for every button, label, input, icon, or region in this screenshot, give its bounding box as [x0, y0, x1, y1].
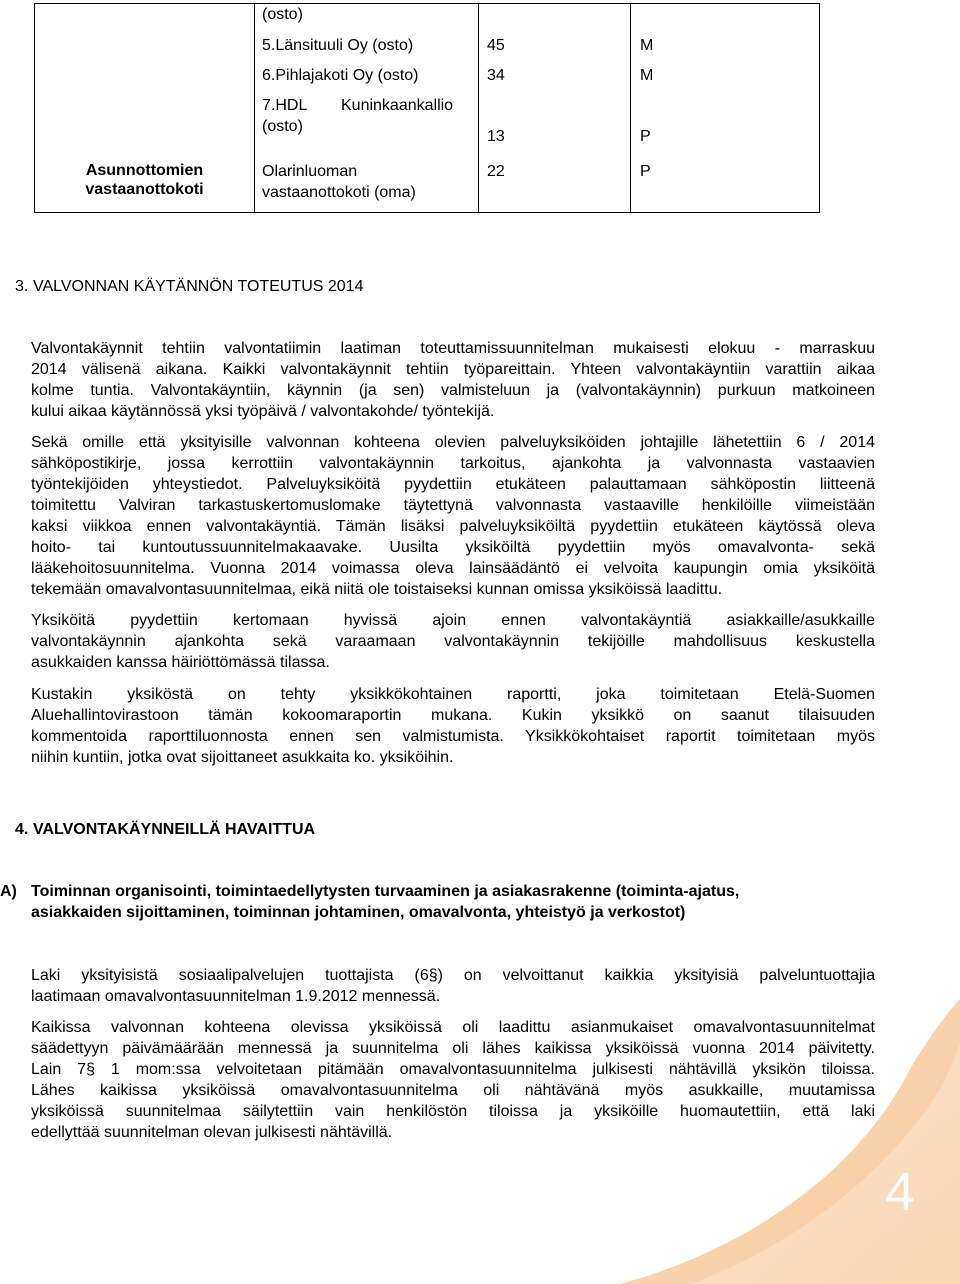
table-cell-name: vastaanottokoti (oma): [262, 184, 416, 201]
text-line: valvontakäynnin ajankohta sekä varaamaan valvontakäynnin tekijöille mahdollisuus keskustella: [31, 633, 875, 650]
text-line: Lähes kaikissa yksiköissä omavalvontasuunnitelma oli nähtävänä myös asukkaille, muutamissa: [31, 1082, 875, 1099]
table-divider-1: [254, 3, 255, 213]
text-line: Laki yksityisistä sosiaalipalvelujen tuottajista (6§) on velvoittanut kaikkia yksityisiä palveluntuottajia: [31, 967, 875, 984]
text-line: Kustakin yksiköstä on tehty yksikkökohtainen raportti, joka toimitetaan Etelä-Suomen: [31, 686, 875, 703]
table-divider-3: [630, 3, 631, 213]
table-cell-type: P: [640, 163, 651, 180]
paragraph-reports: [31, 684, 875, 768]
page-number: 4: [884, 1162, 916, 1222]
text-line: toimitettu Valviran tarkastuskertomuslomake täytettynä valvonnasta vastaaville henkilöille viimeistään: [31, 497, 875, 514]
text-line: sähköpostikirje, jossa kerrottiin valvontakäynnin tarkoitus, ajankohta ja valvonnasta vastaavien: [31, 455, 875, 472]
text-line: lääkehoitosuunnitelma. Vuonna 2014 voimassa oleva lainsäädäntö ei velvoita kaupungin omia yksiköitä: [31, 560, 875, 577]
text-line: säädettyyn päivämäärään mennessä ja suunnitelma oli lähes kaikissa yksiköissä vuonna 2014 päivitetty.: [31, 1040, 875, 1057]
table-cell-count: 45: [487, 37, 505, 54]
table-cell-name: 5.Länsituuli Oy (osto): [262, 37, 414, 54]
section-title: VALVONTAKÄYNNEILLÄ HAVAITTUA: [33, 821, 316, 838]
section-4-heading: [15, 819, 315, 840]
text-line: Kaikissa valvonnan kohteena olevissa yksiköissä oli laadittu asianmukaiset omavalvontasuunnitelmat: [31, 1019, 875, 1036]
table-cell-count: 13: [487, 128, 505, 145]
text-line: työntekijöiden yhteystiedot. Palveluyksiköitä pyydettiin etukäteen palauttamaan sähköpostin liitteenä: [31, 476, 875, 493]
section-number: 4.: [15, 821, 29, 838]
table-category-cell: [35, 161, 254, 199]
table-cell-name: 7.HDL: [262, 97, 308, 114]
section-title: VALVONNAN KÄYTÄNNÖN TOTEUTUS 2014: [33, 278, 364, 295]
paragraph-notification: [31, 610, 875, 673]
text-line: kaksi viikkoa ennen valvontakäyntiä. Tämän lisäksi palveluyksiköiltä pyydettiin etukäteen käytössä oleva: [31, 518, 875, 535]
table-cell-name: Olarinluoman: [262, 163, 358, 180]
text-line: Lain 7§ 1 mom:ssa velvoitetaan pitämään omavalvontasuunnitelma julkisesti nähtävillä yksikön tiloissa.: [31, 1061, 875, 1078]
text-line: hoito- tai kuntoutussuunnitelmakaavake. Uusilta yksiköiltä pyydettiin myös omavalvonta- sekä: [31, 539, 875, 556]
text-line: yksiköissä suunnitelmaa säilytettiin vain henkilöstön tiloissa ja yksiköille huomautettiin, että laki: [31, 1103, 875, 1120]
table-cell-count: 22: [487, 163, 505, 180]
table-border-right: [819, 3, 820, 213]
table-cell-name: (osto): [262, 118, 303, 135]
table-cell-name: (osto): [262, 6, 303, 23]
table-cell-type: P: [640, 128, 651, 145]
text-line: Valvontakäynnit tehtiin valvontatiimin laatiman toteuttamissuunnitelman mukaisesti elokuu - marraskuu: [31, 340, 875, 357]
text-line: laatimaan omavalvontasuunnitelman 1.9.2012 mennessä.: [31, 988, 441, 1005]
table-cell-type: M: [640, 67, 654, 84]
table-cell-name: Kuninkaankallio: [341, 97, 454, 114]
section-number: 3.: [15, 278, 29, 295]
units-table: [0, 0, 960, 215]
paragraph-schedule: [31, 338, 875, 422]
paragraph-preparation: [31, 432, 875, 600]
subsection-title-line: asiakkaiden sijoittaminen, toiminnan johtaminen, omavalvonta, yhteistyö ja verkostot): [31, 904, 686, 921]
table-cell-count: 34: [487, 67, 505, 84]
text-line: tekemään omavalvontasuunnitelmaa, eikä niitä ole toistaiseksi kunnan omissa yksiköissä laadittu.: [31, 581, 723, 598]
table-divider-2: [478, 3, 479, 213]
table-border-top: [34, 3, 820, 4]
table-border-bottom: [34, 212, 820, 213]
table-cell-type: M: [640, 37, 654, 54]
subsection-a-heading: [0, 881, 739, 923]
text-line: kului aikaa käytännössä yksi työpäivä / valvontakohde/ työntekijä.: [31, 403, 495, 420]
text-line: Yksiköitä pyydettiin kertomaan hyvissä ajoin ennen valvontakäyntiä asiakkaille/asukkaille: [31, 612, 875, 629]
corner-shape: [620, 999, 960, 1284]
subsection-title-line: Toiminnan organisointi, toimintaedellytysten turvaaminen ja asiakasrakenne (toiminta-ajatus,: [31, 883, 740, 900]
text-line: asukkaiden kanssa häiriöttömässä tilassa.: [31, 654, 330, 671]
section-3-heading: [15, 276, 363, 297]
text-line: kommentoida raporttiluonnosta ennen sen valmistumista. Yksikkökohtaiset raportit toimitetaan myös: [31, 728, 875, 745]
text-line: Sekä omille että yksityisille valvonnan kohteena olevien palveluyksiköiden johtajille lähetettiin 6 / 2014: [31, 434, 875, 451]
category-line-2: vastaanottokoti: [85, 181, 204, 198]
text-line: kolme tuntia. Valvontakäyntiin, käynnin (ja sen) valmisteluun ja (valvontakäynnin) purkuun matkoineen: [31, 382, 875, 399]
category-line-1: Asunnottomien: [85, 162, 204, 179]
text-line: 2014 välisenä aikana. Kaikki valvontakäynnit tehtiin työpareittain. Yhteen valvontakäyntiin varattiin aikaa: [31, 361, 875, 378]
text-line: Aluehallintovirastoon tämän kokoomaraportin mukana. Kukin yksikkö on saanut tilaisuuden: [31, 707, 875, 724]
page-corner-decoration: [620, 999, 960, 1284]
subsection-letter: A): [0, 883, 17, 900]
text-line: edellyttää suunnitelman olevan julkisesti nähtävillä.: [31, 1124, 393, 1141]
text-line: niihin kuntiin, jotka ovat sijoittaneet asukkaita ko. yksiköihin.: [31, 749, 454, 766]
table-cell-name: 6.Pihlajakoti Oy (osto): [262, 67, 419, 84]
